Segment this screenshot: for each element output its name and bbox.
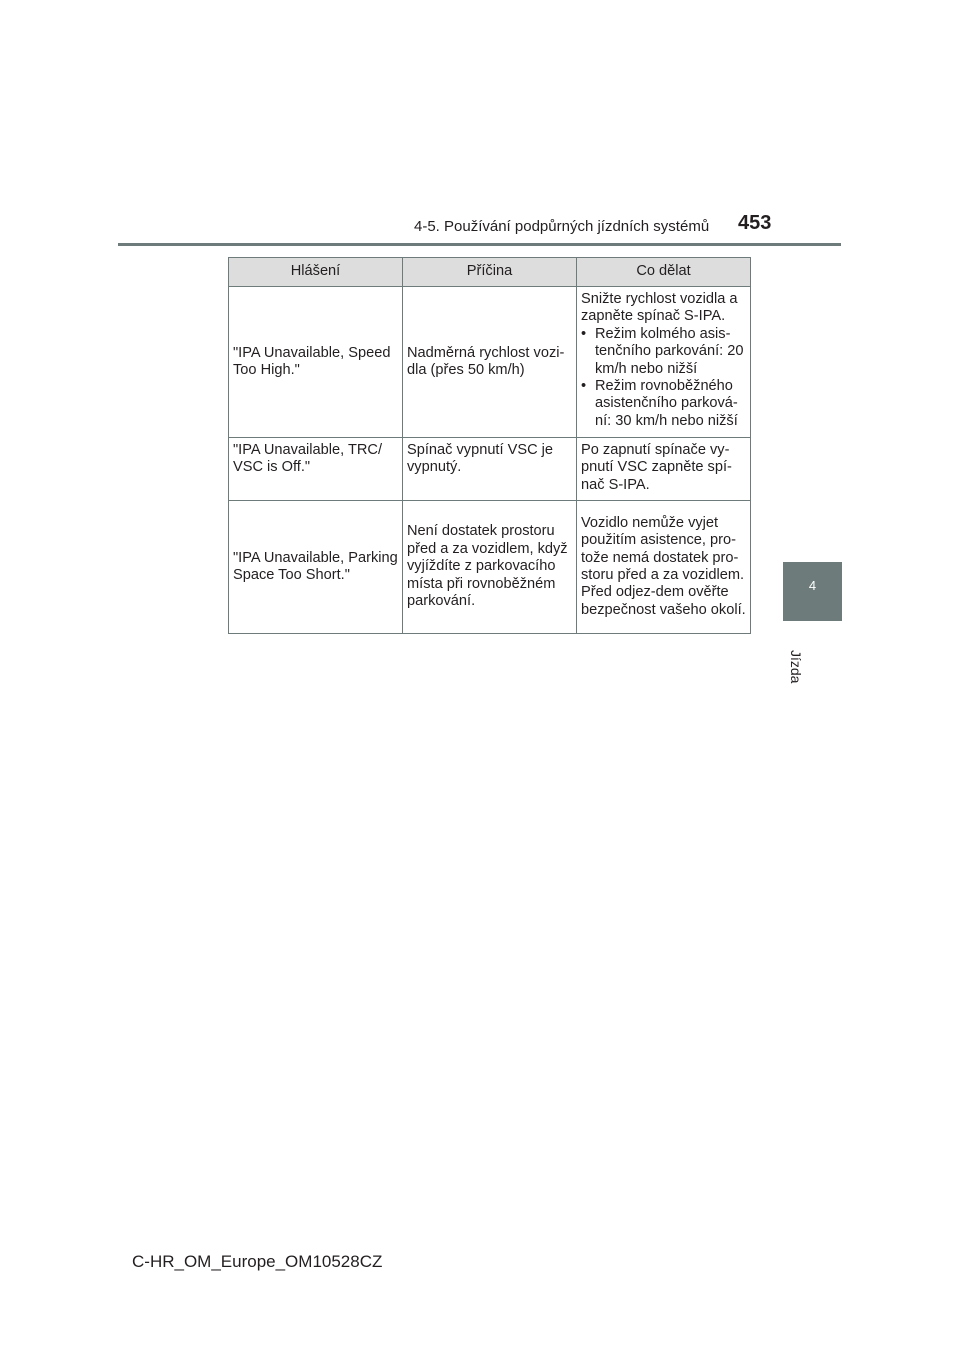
bullet-text: Režim kolmého asis-tenčního parkování: 20 km/h nebo nižší [595,325,744,377]
column-header-cause: Příčina [403,258,577,287]
cause-cell: Není dostatek prostoru před a za vozidlem, když vyjíždíte z parkovacího místa při rovnoběžném parkování. [403,501,577,634]
table-row [229,501,751,634]
message-table [228,257,751,634]
table-row [229,438,751,501]
action-bullet-list [581,326,746,430]
bullet-icon: • [581,378,587,395]
cause-cell: Nadměrná rychlost vozi-dla (přes 50 km/h) [403,287,577,438]
bullet-icon: • [581,325,587,342]
header-divider [118,243,841,246]
chapter-number: 4 [808,578,817,593]
action-intro: Snižte rychlost vozidla a zapněte spínač S-IPA. [581,291,738,325]
message-cell: "IPA Unavailable, Speed Too High." [229,287,403,438]
table-row [229,287,751,438]
column-header-message: Hlášení [229,258,403,287]
message-cell: "IPA Unavailable, Parking Space Too Short." [229,501,403,634]
message-cell: "IPA Unavailable, TRC/ VSC is Off." [229,438,403,501]
chapter-tab [783,562,842,621]
chapter-label: Jízda [788,650,804,684]
action-cell: Vozidlo nemůže vyjet použitím asistence, pro-tože nemá dostatek pro-storu před a za vozidlem. Před odjez-dem ověřte bezpečnost vašeho okolí. [577,501,751,634]
section-title: 4-5. Používání podpůrných jízdních systémů [414,218,710,235]
list-item [581,326,746,378]
page-number: 453 [738,212,772,234]
list-item [581,378,746,430]
bullet-text: Režim rovnoběžného asistenčního parková-ní: 30 km/h nebo nižší [595,378,738,429]
action-cell: Po zapnutí spínače vy-pnutí VSC zapněte spí-nač S-IPA. [577,438,751,501]
cause-cell: Spínač vypnutí VSC je vypnutý. [403,438,577,501]
action-cell [577,287,751,438]
table-header-row [229,258,751,287]
document-code: C-HR_OM_Europe_OM10528CZ [132,1252,383,1271]
column-header-action: Co dělat [577,258,751,287]
